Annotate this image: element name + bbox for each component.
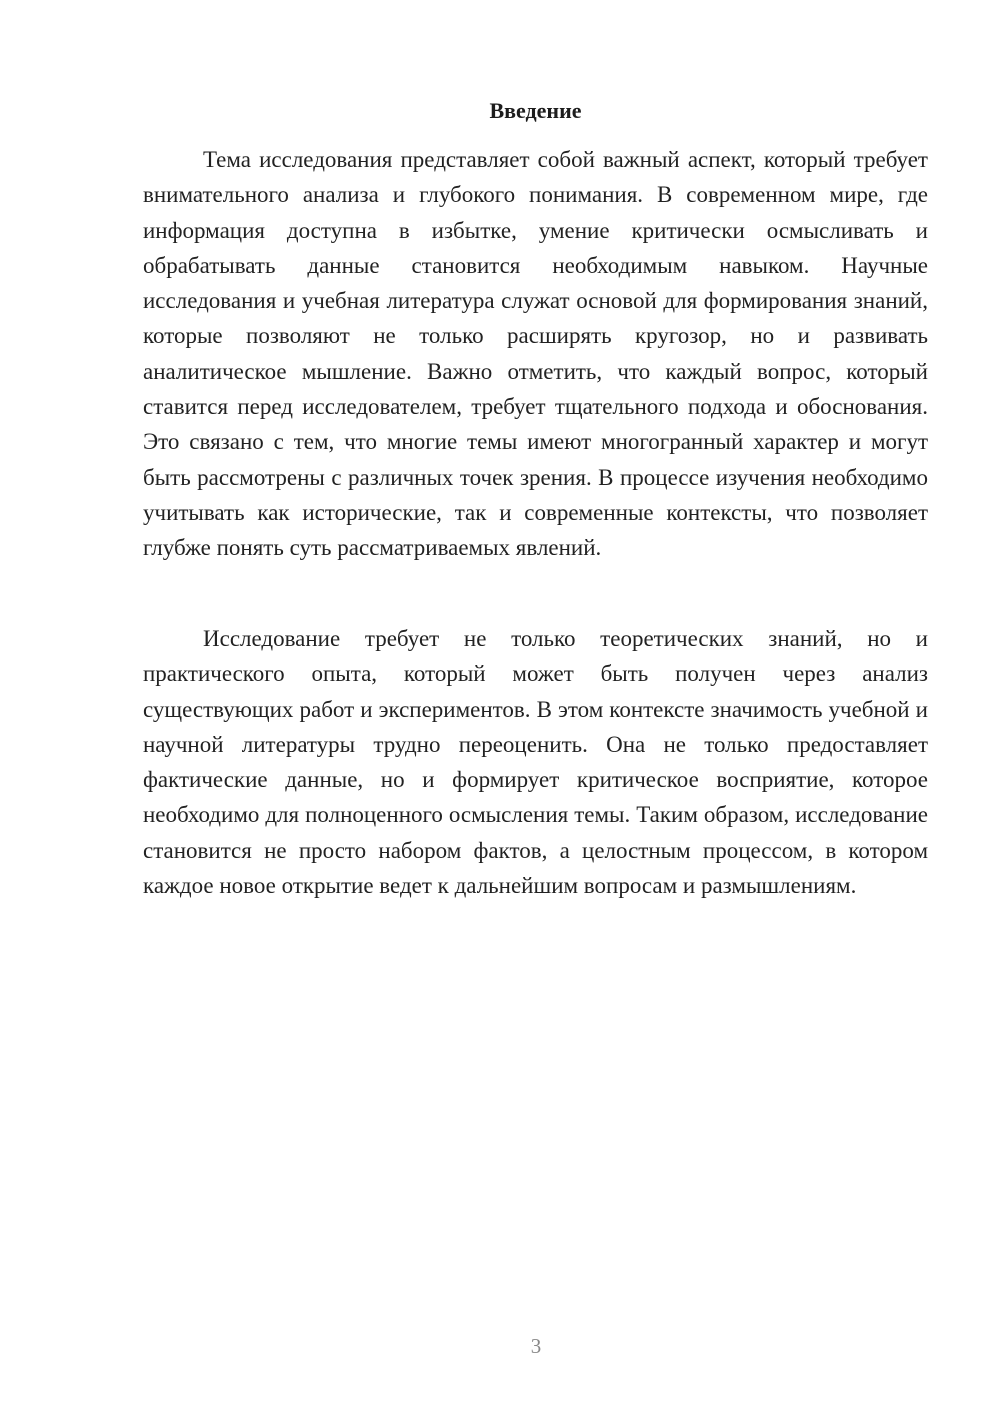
page-title: Введение [489,98,582,123]
paragraph-1: Тема исследования представляет собой важный аспект, который требует внимательного анализа и глубокого понимания. В современном мире, где информация доступна в избытке, умение критически осмысливать и обрабатывать данные становится необходимым навыком. Научные исследования и учебная литература служат основой для формирования знаний, которые позволяют не только расширять кругозор, но и развивать аналитическое мышление. Важно отметить, что каждый вопрос, который ставится перед исследователем, требует тщательного подхода и обоснования. Это связано с тем, что многие темы имеют многогранный характер и могут быть рассмотрены с различных точек зрения. В процессе изучения необходимо учитывать как исторические, так и современные контексты, что позволяет глубже понять суть рассматриваемых явлений. [143,147,928,561]
paragraph-2: Исследование требует не только теоретических знаний, но и практического опыта, который может быть получен через анализ существующих работ и экспериментов. В этом контексте значимость учебной и научной литературы трудно переоценить. Она не только предоставляет фактические данные, но и формирует критическое восприятие, которое необходимо для полноценного осмысления темы. Таким образом, исследование становится не просто набором фактов, а целостным процессом, в котором каждое новое открытие ведет к дальнейшим вопросам и размышлениям. [143,626,928,899]
page-number: 3 [530,1334,542,1358]
